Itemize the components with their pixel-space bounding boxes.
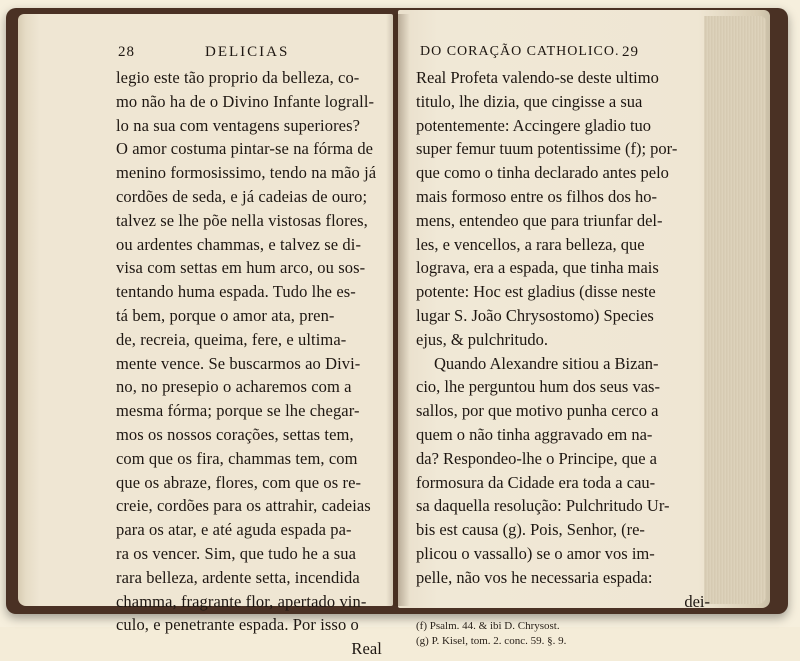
text-line: ra os vencer. Sim, que tudo he a sua: [116, 543, 357, 563]
text-line: sallos, por que motivo punha cerco a: [416, 401, 659, 421]
text-line: rara belleza, ardente setta, incendida: [116, 567, 360, 587]
text-line: lo na sua com ventagens superiores?: [116, 115, 361, 135]
page-number: 28: [118, 44, 135, 60]
text-line: lugar S. João Chrysostomo) Species: [416, 305, 654, 325]
text-line: O amor costuma pintar-se na fórma de: [116, 139, 374, 159]
text-line: para os atar, e até aguda espada pa-: [116, 520, 352, 540]
text-line: titulo, lhe dizia, que cingisse a sua: [416, 91, 643, 111]
catchword: Real: [351, 639, 382, 659]
page-number: 29: [622, 44, 639, 60]
text-line: mos os nossos corações, settas tem,: [116, 424, 354, 444]
text-line: da? Respondeo-lhe o Principe, que a: [416, 448, 658, 468]
right-page: [410, 44, 710, 649]
text-line: bis est causa (g). Pois, Senhor, (re-: [416, 520, 645, 540]
text-line: pelle, não vos he necessaria espada:: [416, 567, 653, 587]
text-line: formosura da Cidade era toda a cau-: [416, 472, 656, 492]
text-line: menino formosissimo, tendo na mão já: [116, 163, 377, 183]
footnote: (g) P. Kisel, tom. 2. conc. 59. §. 9.: [416, 635, 567, 648]
text-line: lograva, era a espada, que tinha mais: [416, 258, 659, 278]
footnotes: [410, 619, 710, 649]
footnote: (f) Psalm. 44. & ibi D. Chrysost.: [416, 620, 560, 633]
left-page-header: [60, 44, 390, 66]
text-line: les, e vencellos, a rara belleza, que: [416, 234, 645, 254]
text-line: que os abraze, flores, com que os re-: [116, 472, 362, 492]
text-line: potente: Hoc est gladius (disse neste: [416, 282, 656, 302]
text-line: cio, lhe perguntou hum dos seus vas-: [416, 377, 660, 397]
text-line: Quando Alexandre sitiou a Bizan-: [434, 353, 659, 373]
text-line: tá bem, porque o amor ata, pren-: [116, 305, 335, 325]
text-line: tentando huma espada. Tudo lhe es-: [116, 282, 356, 302]
catchword: dei-: [684, 591, 710, 611]
text-line: de, recreia, queima, fere, e ultima-: [116, 329, 347, 349]
text-line: chamma, fragrante flor, apertado vin-: [116, 591, 367, 611]
left-page: [60, 44, 390, 661]
text-line: mens, entendeo que para triunfar del-: [416, 210, 663, 230]
text-line: sa daquella resolução: Pulchritudo Ur-: [416, 496, 670, 516]
text-line: mesma fórma; porque se lhe chegar-: [116, 401, 360, 421]
text-line: creie, cordões para os attrahir, cadeias: [116, 496, 371, 516]
running-head: DO CORAÇÃO CATHOLICO.: [420, 44, 620, 59]
text-line: no, no presepio o acharemos com a: [116, 377, 352, 397]
right-page-header: [410, 44, 710, 66]
text-line: quem o não tinha aggravado em na-: [416, 424, 653, 444]
text-line: mais formoso entre os filhos dos ho-: [416, 186, 658, 206]
text-line: cordões de seda, e já cadeias de ouro;: [116, 186, 368, 206]
text-line: plicou o vassallo) se o amor vos im-: [416, 543, 655, 563]
text-line: legio este tão proprio da belleza, co-: [116, 68, 360, 87]
right-page-text: [410, 66, 710, 613]
text-line: ou ardentes chammas, e talvez se di-: [116, 234, 362, 254]
text-line: culo, e penetrante espada. Por isso o: [116, 615, 359, 635]
text-line: Real Profeta valendo-se deste ultimo: [416, 68, 659, 87]
left-page-text: [60, 66, 390, 661]
running-head: DELICIAS: [205, 44, 290, 60]
text-line: super femur tuum potentissime (f); por-: [416, 139, 678, 159]
text-line: mo não ha de o Divino Infante lograll-: [116, 91, 375, 111]
text-line: visa com settas em hum arco, ou sos-: [116, 258, 366, 278]
text-line: potentemente: Accingere gladio tuo: [416, 115, 652, 135]
text-line: que como o tinha declarado antes pelo: [416, 163, 669, 183]
text-line: talvez se lhe põe nella vistosas flores,: [116, 210, 368, 230]
text-line: ejus, & pulchritudo.: [416, 329, 548, 349]
text-line: com que os fira, chammas tem, com: [116, 448, 358, 468]
page-edges: [704, 16, 766, 604]
text-line: mente vence. Se buscarmos ao Divi-: [116, 353, 361, 373]
